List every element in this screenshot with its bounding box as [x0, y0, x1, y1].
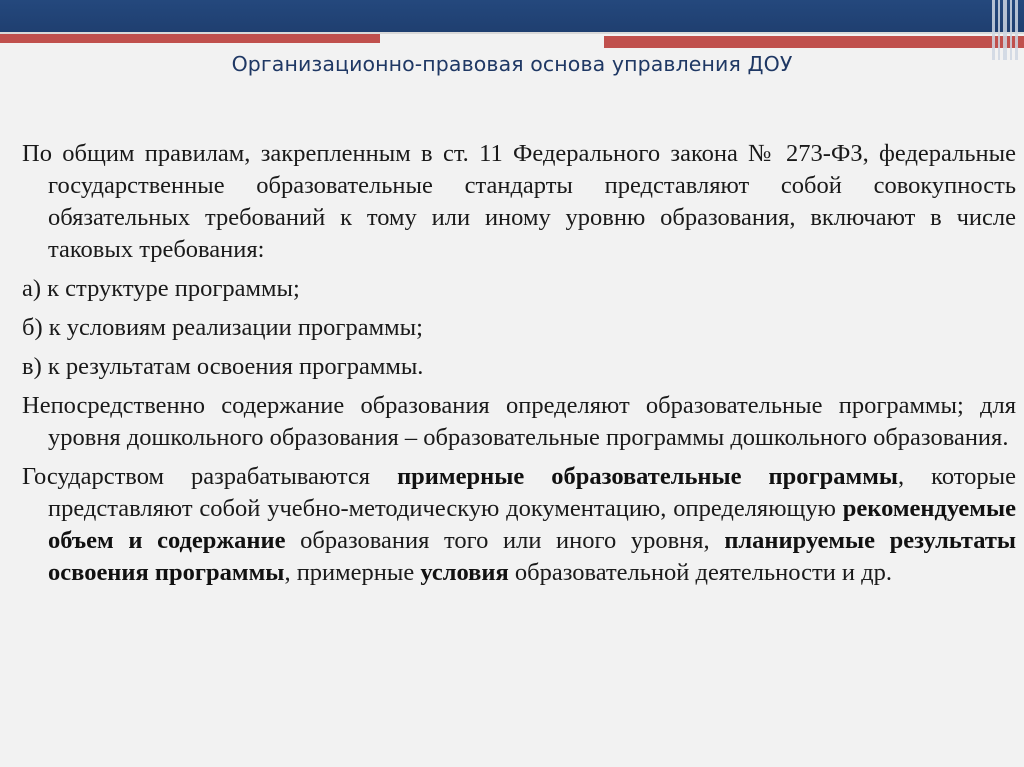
list-item-conditions: б) к условиям реализации программы; [22, 314, 423, 341]
list-item-results: в) к результатам освоения программы. [22, 353, 424, 380]
bold-text-run: условия [420, 559, 509, 586]
text-run: образования того или иного уровня, [285, 527, 725, 554]
header-decorative-stripes [990, 0, 1024, 60]
header-banner-red-right [604, 36, 1024, 48]
header-banner-red-left [0, 34, 380, 43]
slide-title: Организационно-правовая основа управления ДОУ [231, 52, 793, 76]
text-run: , которые представляют собой учебно-методическую документацию, определяющую [48, 463, 1016, 522]
body-paragraph-state [22, 461, 1016, 589]
bold-text-run: планируемые результаты освоения программы [48, 527, 1016, 586]
bold-text-run: примерные образовательные программы [397, 463, 899, 490]
body-paragraph-standards: По общим правилам, закрепленным в ст. 11 Федерального закона № 273-ФЗ, федеральные государственные образовательные стандарты представляют собой совокупность обязательных требований к тому или иному уровню образования, включают в числе таковых требования: [22, 140, 1016, 263]
body-paragraph-programs: Непосредственно содержание образования определяют образовательные программы; для уровня дошкольного образования – образовательные программы дошкольного образования. [22, 392, 1016, 451]
header-banner-blue [0, 0, 1024, 32]
text-run: образовательной деятельности и др. [508, 559, 893, 586]
slide-body [22, 138, 1016, 596]
text-run: , примерные [284, 559, 421, 586]
text-run: Государством разрабатываются [22, 463, 398, 490]
list-item-structure: а) к структуре программы; [22, 275, 300, 302]
bold-text-run: рекомендуемые объем и содержание [48, 495, 1016, 554]
